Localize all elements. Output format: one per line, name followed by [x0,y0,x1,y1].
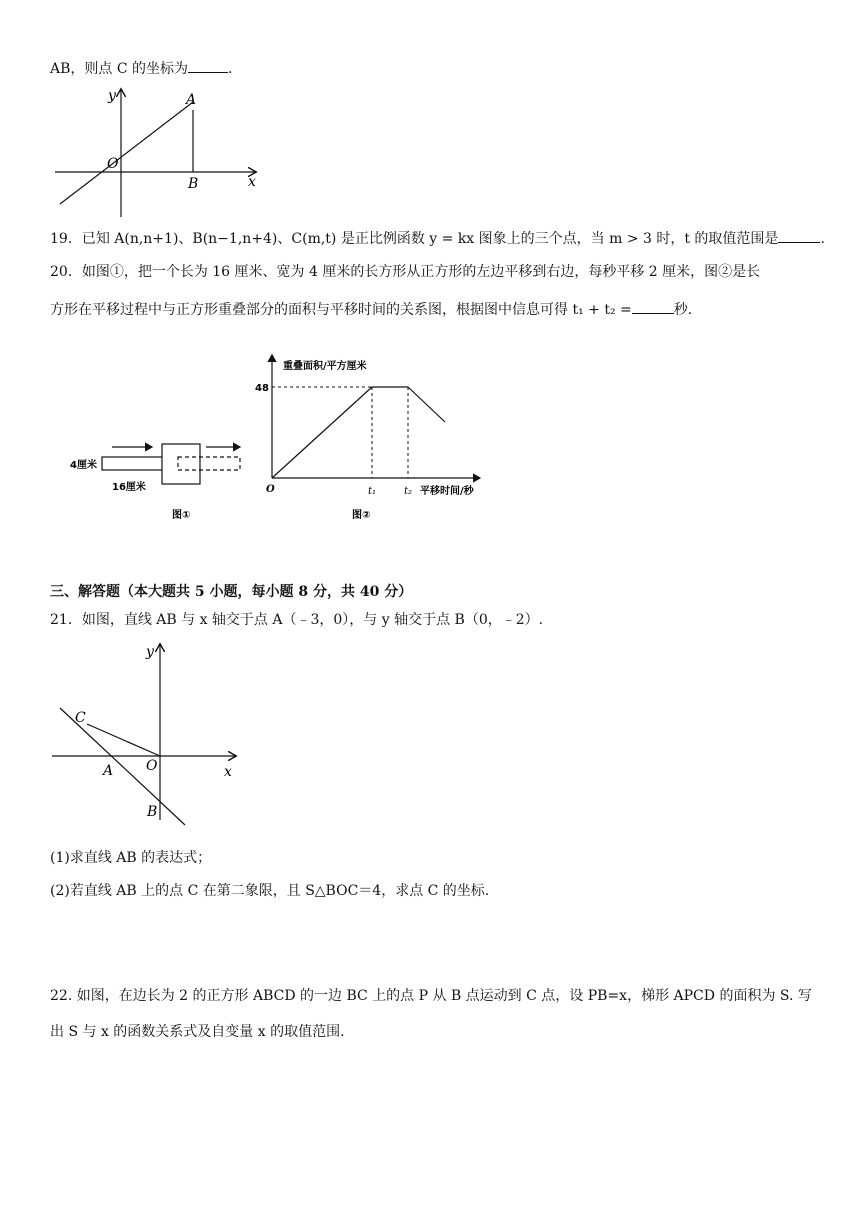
section-3-title: 三、解答题（本大题共 5 小题，每小题 8 分，共 40 分） [50,584,413,600]
q22-line1: 22. 如图，在边长为 2 的正方形 ABCD 的一边 BC 上的点 P 从 B 点运动到 C 点，设 PB=x，梯形 APCD 的面积为 S. 写 [50,988,812,1004]
q19-body: 19．已知 A(n,n+1)、B(n−1,n+4)、C(m,t) 是正比例函数 y = kx 图象上的三个点，当 m > 3 时，t 的取值范围是 [50,231,779,247]
q20-answer-blank [632,299,674,314]
q21-part2: (2)若直线 AB 上的点 C 在第二象限，且 S△BOC＝4，求点 C 的坐标. [50,883,490,899]
q18-line-end: . [228,61,233,77]
q20-graph-t2-label: t₂ [404,486,413,497]
q20-line2-body: 方形在平移过程中与正方形重叠部分的面积与平移时间的关系图，根据图中信息可得 t₁ + t₂ = [50,302,632,318]
q21-origin-label: O [146,758,158,774]
q18-point-a-label: A [186,92,197,108]
q19-text [50,228,825,249]
q18-text [50,58,232,79]
q21-segment-oc [87,724,160,756]
q20-fig1-caption: 图① [172,510,191,521]
q20-line2 [50,299,692,320]
q22-line2: 出 S 与 x 的函数关系式及自变量 x 的取值范围. [50,1024,345,1040]
q18-x-label: x [248,174,256,190]
q20-figure-1 [60,430,260,525]
q19-answer-blank [778,228,820,243]
q21-point-a-label: A [103,763,114,779]
q18-point-b-label: B [188,176,199,192]
q20-graph-y-label: 重叠面积/平方厘米 [283,361,367,372]
q20-graph-fall [408,387,445,422]
q21-point-c-label: C [75,710,86,726]
q18-figure [50,82,270,222]
q21-y-label: y [146,644,154,660]
q21-x-label: x [224,764,232,780]
q20-graph-t1-label: t₁ [368,486,377,497]
q18-line-tail: AB，则点 C 的坐标为 [50,61,189,77]
q20-figure-2 [255,350,495,525]
q21-figure [50,640,250,830]
q18-origin-label: O [107,156,119,172]
q21-part1: (1)求直线 AB 的表达式； [50,850,212,866]
q20-graph-origin-label: O [266,484,275,495]
q20-line2-end: 秒. [673,302,693,318]
q21-text: 21．如图，直线 AB 与 x 轴交于点 A（﹣3，0），与 y 轴交于点 B（0，﹣2）. [50,612,544,628]
q20-width-label: 4厘米 [70,460,97,471]
q20-graph-rise [272,387,372,478]
q18-answer-blank [188,58,228,73]
q18-line-oa [60,102,193,204]
q20-line1: 20．如图①，把一个长为 16 厘米、宽为 4 厘米的长方形从正方形的左边平移到右边，每秒平移 2 厘米，图②是长 [50,264,761,280]
q20-graph-x-label: 平移时间/秒 [420,486,474,497]
q20-length-label: 16厘米 [112,482,146,493]
q20-fig2-caption: 图② [352,510,371,521]
q20-sliding-rectangle [102,457,164,470]
q21-point-b-label: B [147,804,158,820]
q19-end: . [820,231,825,247]
q20-square [162,444,200,484]
q20-graph-48-label: 48 [255,383,269,394]
q18-y-label: y [108,88,116,104]
